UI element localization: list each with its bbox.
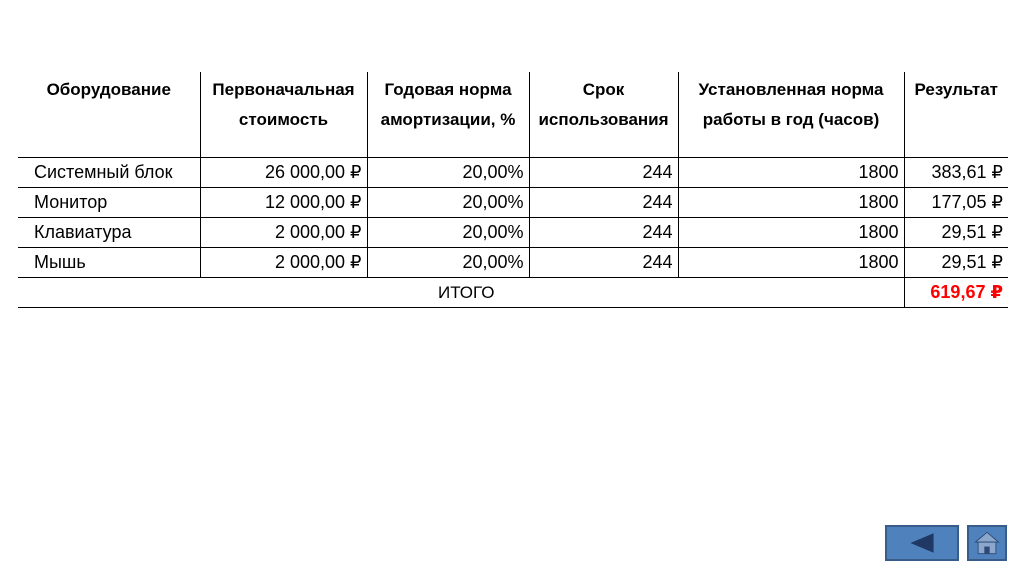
usage-term: 244 — [529, 188, 678, 218]
result-value: 29,51 ₽ — [904, 248, 1008, 278]
left-arrow-icon — [887, 527, 957, 559]
result-value: 177,05 ₽ — [904, 188, 1008, 218]
equipment-name: Мышь — [18, 248, 200, 278]
table-row — [18, 188, 1008, 218]
equipment-name: Монитор — [18, 188, 200, 218]
result-value: 29,51 ₽ — [904, 218, 1008, 248]
table-row — [18, 218, 1008, 248]
header-usage-term: Срок использования — [529, 72, 678, 158]
header-equipment: Оборудование — [18, 72, 200, 158]
initial-cost: 12 000,00 ₽ — [200, 188, 367, 218]
equipment-name: Клавиатура — [18, 218, 200, 248]
depreciation-rate: 20,00% — [367, 248, 529, 278]
usage-term: 244 — [529, 248, 678, 278]
annual-hours: 1800 — [678, 248, 904, 278]
table-row — [18, 248, 1008, 278]
result-value: 383,61 ₽ — [904, 158, 1008, 188]
total-value: 619,67 ₽ — [904, 278, 1008, 308]
equipment-name: Системный блок — [18, 158, 200, 188]
header-row — [18, 72, 1008, 158]
initial-cost: 26 000,00 ₽ — [200, 158, 367, 188]
header-depreciation-rate: Годовая норма амортизации, % — [367, 72, 529, 158]
usage-term: 244 — [529, 218, 678, 248]
house-icon — [969, 527, 1005, 559]
header-result: Результат — [904, 72, 1008, 158]
depreciation-rate: 20,00% — [367, 218, 529, 248]
annual-hours: 1800 — [678, 188, 904, 218]
header-annual-hours: Установленная норма работы в год (часов) — [678, 72, 904, 158]
initial-cost: 2 000,00 ₽ — [200, 218, 367, 248]
depreciation-rate: 20,00% — [367, 158, 529, 188]
total-label: ИТОГО — [18, 278, 904, 308]
total-row — [18, 278, 1008, 308]
table-row — [18, 158, 1008, 188]
header-initial-cost: Первоначальная стоимость — [200, 72, 367, 158]
initial-cost: 2 000,00 ₽ — [200, 248, 367, 278]
depreciation-rate: 20,00% — [367, 188, 529, 218]
back-button[interactable] — [885, 525, 959, 561]
usage-term: 244 — [529, 158, 678, 188]
annual-hours: 1800 — [678, 218, 904, 248]
annual-hours: 1800 — [678, 158, 904, 188]
home-button[interactable] — [967, 525, 1007, 561]
depreciation-table — [18, 72, 1008, 308]
